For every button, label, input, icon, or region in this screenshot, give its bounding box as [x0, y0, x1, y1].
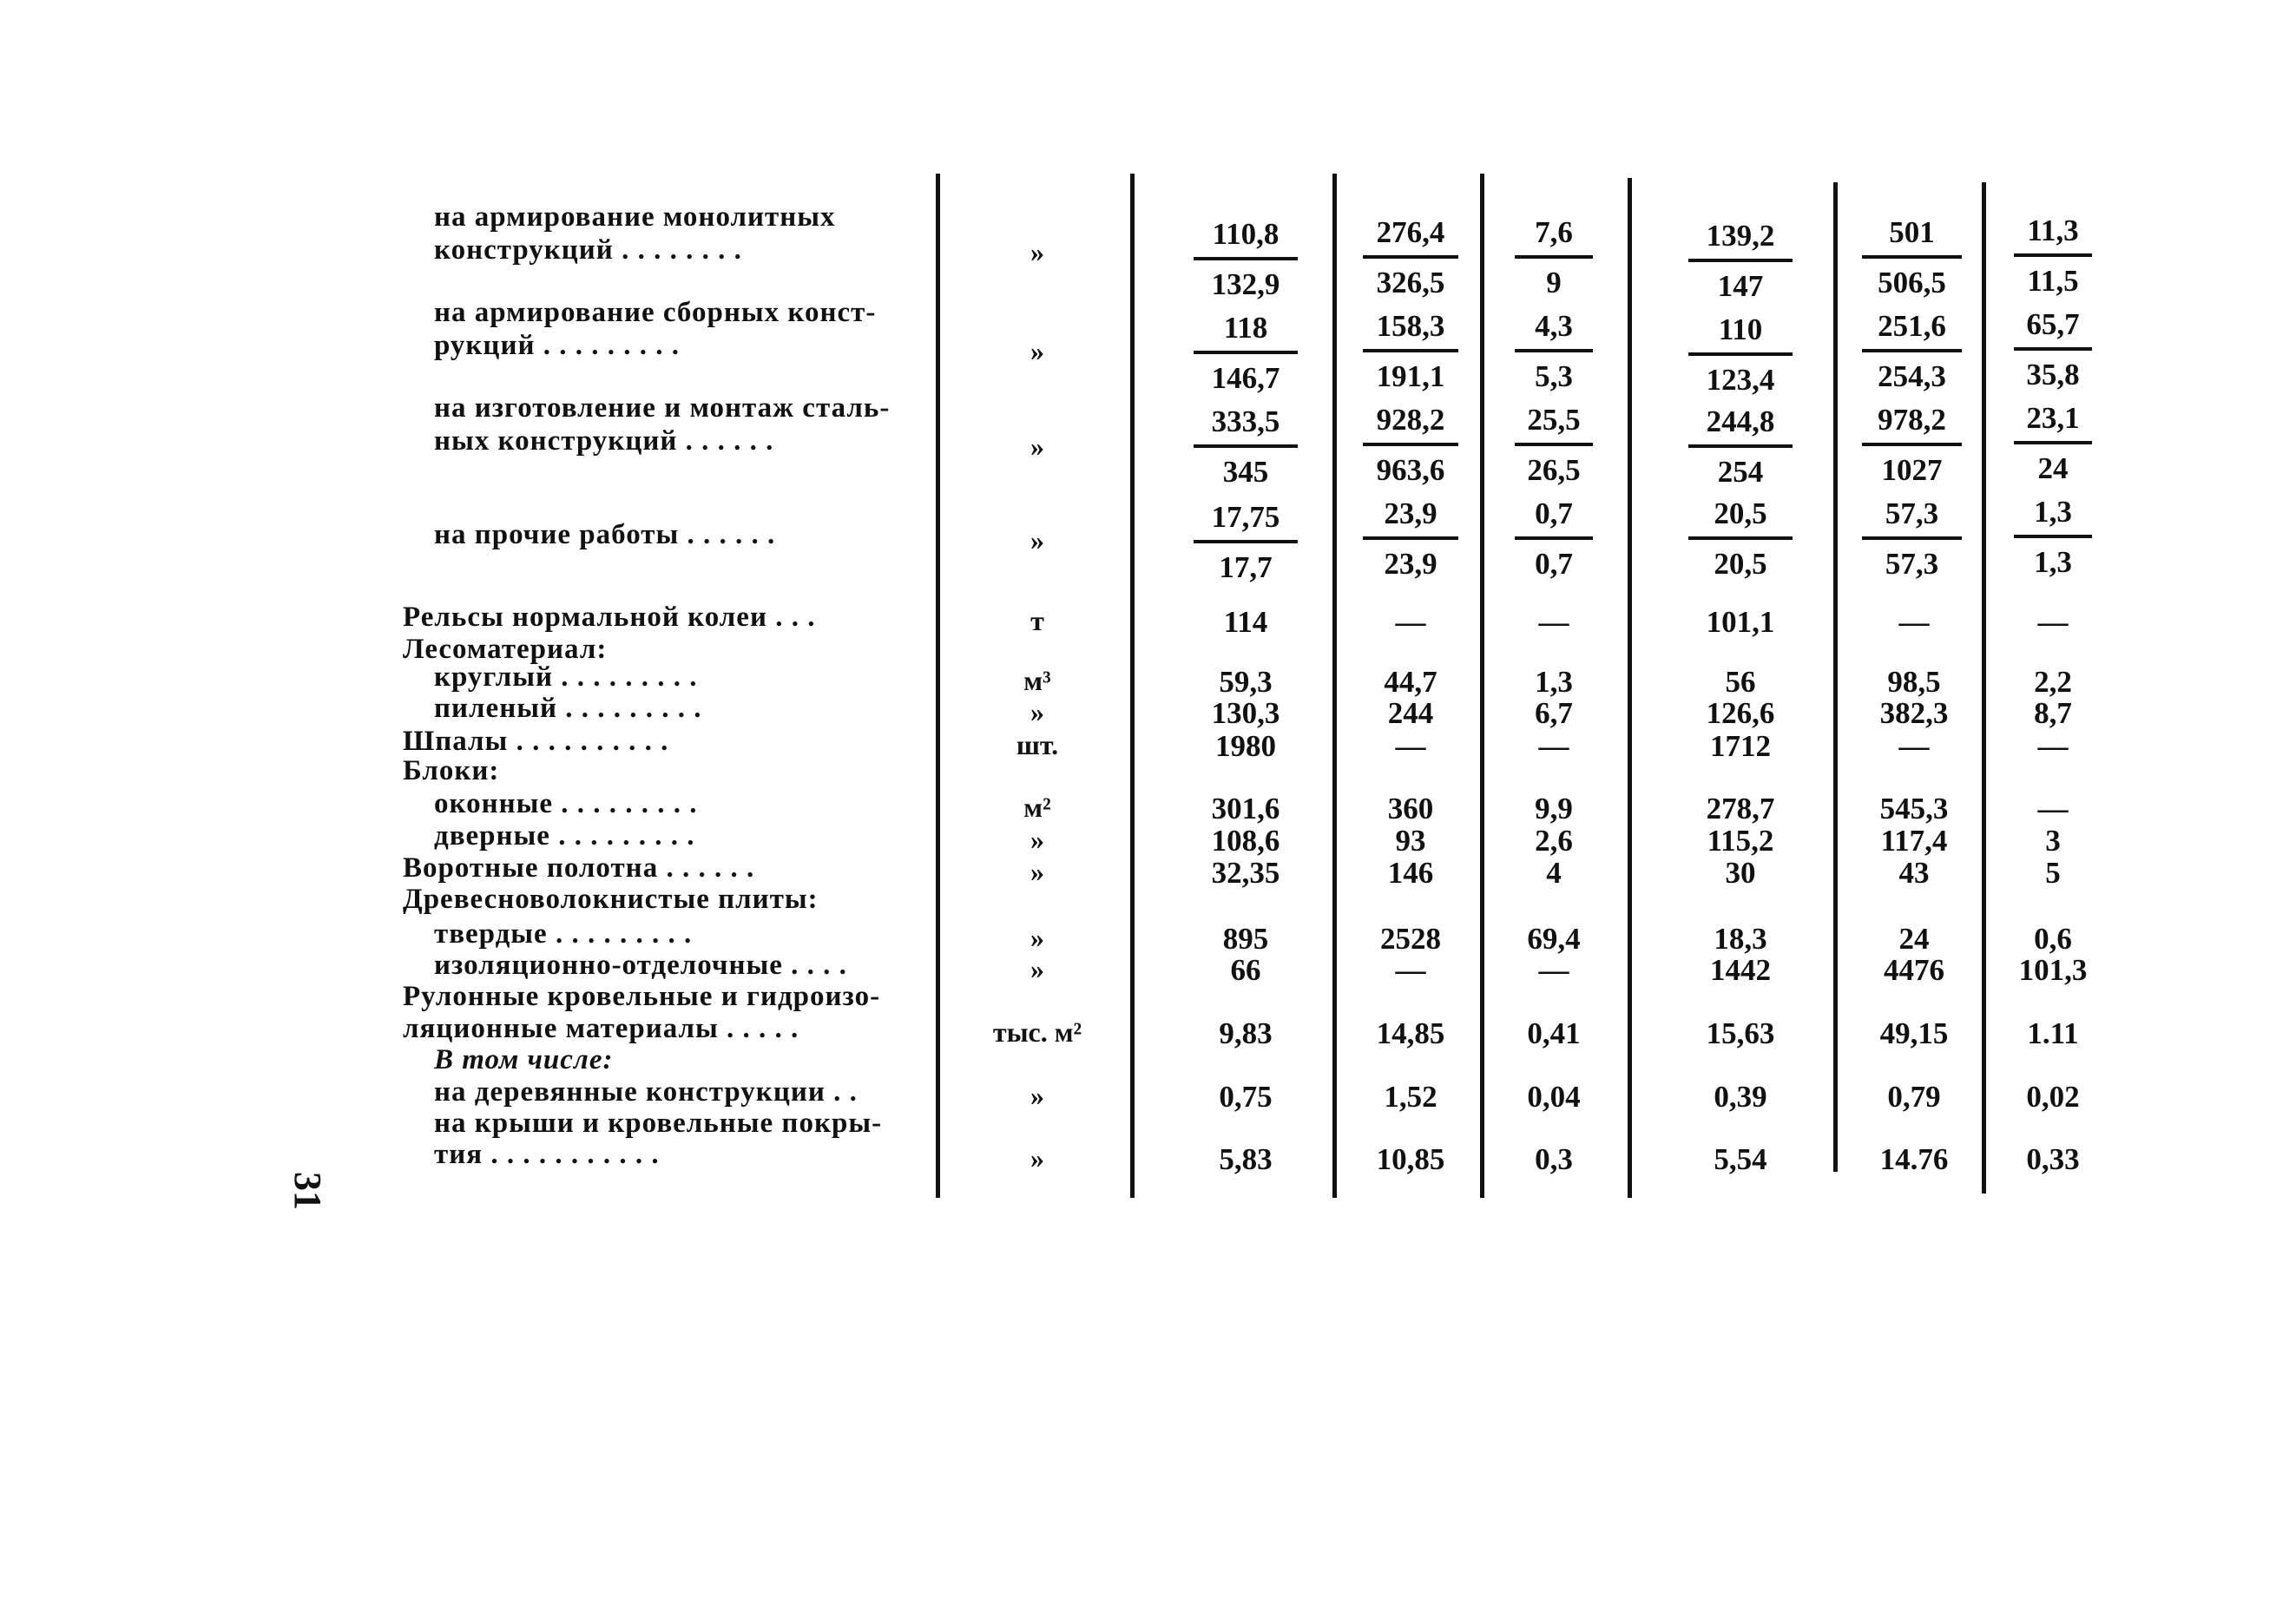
value-cell: 5,54	[1714, 1142, 1767, 1176]
column-rule	[1130, 174, 1135, 1198]
column-rule	[1982, 182, 1986, 1194]
fraction-cell: $\frac{7,6}{9}$	[1515, 215, 1593, 300]
fraction-cell: $\frac{23,1}{24}$	[2014, 401, 2092, 486]
value-cell: 2528	[1380, 922, 1441, 956]
value-cell: 1980	[1215, 729, 1276, 763]
value-cell: —	[1538, 729, 1569, 763]
fraction-cell: $\frac{244,8}{254}$	[1688, 404, 1793, 490]
column-rule	[1332, 174, 1337, 1198]
value-cell: 130,3	[1211, 696, 1280, 730]
value-cell: —	[1395, 729, 1426, 763]
value-cell: —	[1538, 605, 1569, 639]
row-label-line: на прочие работы . . . . . .	[434, 519, 776, 550]
unit-cell: »	[1030, 696, 1044, 727]
value-cell: 1.11	[2027, 1016, 2079, 1050]
unit-cell: »	[1030, 922, 1044, 953]
row-label: Рельсы нормальной колеи . . .	[403, 602, 816, 633]
value-cell: 10,85	[1376, 1142, 1445, 1176]
value-cell: 1442	[1710, 953, 1771, 987]
value-cell: 0,41	[1527, 1016, 1581, 1050]
value-cell: 69,4	[1527, 922, 1581, 956]
fraction-cell: $\frac{4,3}{5,3}$	[1515, 309, 1593, 394]
value-cell: 9,83	[1219, 1016, 1273, 1050]
unit-cell: »	[1030, 856, 1044, 887]
value-cell: 0,79	[1887, 1080, 1941, 1114]
unit-cell: »	[1030, 1080, 1044, 1111]
value-cell: 382,3	[1879, 696, 1949, 730]
row-label-line: на армирование монолитных	[434, 201, 836, 233]
row-label-line: конструкций . . . . . . . .	[434, 234, 742, 266]
row-label: оконные . . . . . . . . .	[434, 788, 698, 819]
column-rule	[1480, 174, 1484, 1198]
fraction-cell: $\frac{110}{123,4}$	[1688, 312, 1793, 398]
value-cell: 3	[2045, 824, 2061, 858]
value-cell: 101,1	[1706, 605, 1775, 639]
value-cell: 93	[1395, 824, 1426, 858]
unit-cell: т	[1030, 605, 1044, 636]
row-label: Лесоматериал:	[403, 634, 608, 665]
value-cell: —	[2037, 792, 2069, 825]
value-cell: 101,3	[2018, 953, 2088, 987]
value-cell: 0,02	[2026, 1080, 2080, 1114]
fraction-cell: $\frac{276,4}{326,5}$	[1363, 215, 1458, 300]
fraction-cell: $\frac{0,7}{0,7}$	[1515, 496, 1593, 582]
value-cell: —	[2037, 729, 2069, 763]
row-label: Древесноволокнистые плиты:	[403, 884, 819, 915]
value-cell: —	[1898, 729, 1930, 763]
value-cell: —	[1395, 953, 1426, 987]
row-label: круглый . . . . . . . . .	[434, 661, 698, 693]
fraction-cell: $\frac{25,5}{26,5}$	[1515, 403, 1593, 488]
row-label: Рулонные кровельные и гидроизо-	[403, 981, 881, 1012]
row-label: дверные . . . . . . . . .	[434, 820, 695, 852]
row-label: ляционные материалы . . . . .	[403, 1013, 799, 1044]
value-cell: —	[1898, 605, 1930, 639]
unit-cell: »	[1030, 824, 1044, 855]
value-cell: 5	[2045, 856, 2061, 890]
value-cell: 66	[1230, 953, 1261, 987]
value-cell: 2,6	[1535, 824, 1573, 858]
row-label-line: рукций . . . . . . . . .	[434, 330, 680, 361]
value-cell: 146	[1387, 856, 1434, 890]
value-cell: 114	[1223, 605, 1268, 639]
value-cell: 117,4	[1880, 824, 1948, 858]
value-cell: 4476	[1884, 953, 1944, 987]
value-cell: 8,7	[2034, 696, 2072, 730]
value-cell: 0,3	[1535, 1142, 1573, 1176]
value-cell: 126,6	[1706, 696, 1775, 730]
fraction-cell: $\frac{57,3}{57,3}$	[1862, 496, 1962, 582]
value-cell: 1712	[1710, 729, 1771, 763]
unit-cell: »	[1030, 236, 1044, 267]
fraction-cell: $\frac{251,6}{254,3}$	[1862, 309, 1962, 394]
value-cell: 98,5	[1887, 665, 1941, 699]
unit-cell: м²	[1023, 792, 1051, 823]
row-label: Воротные полотна . . . . . .	[403, 852, 755, 884]
row-label: пиленый . . . . . . . . .	[434, 693, 702, 724]
row-label: на крыши и кровельные покры-	[434, 1108, 883, 1139]
fraction-cell: $\frac{501}{506,5}$	[1862, 215, 1962, 300]
fraction-cell: $\frac{20,5}{20,5}$	[1688, 496, 1793, 582]
value-cell: 0,75	[1219, 1080, 1273, 1114]
value-cell: 14.76	[1879, 1142, 1949, 1176]
fraction-cell: $\frac{65,7}{35,8}$	[2014, 307, 2092, 392]
value-cell: 56	[1725, 665, 1756, 699]
fraction-cell: $\frac{978,2}{1027}$	[1862, 403, 1962, 488]
row-label-line: на изготовление и монтаж сталь-	[434, 392, 891, 424]
value-cell: 30	[1725, 856, 1756, 890]
fraction-cell: $\frac{11,3}{11,5}$	[2014, 214, 2092, 299]
row-label: изоляционно-отделочные . . . .	[434, 950, 847, 981]
row-label: Блоки:	[403, 755, 500, 786]
value-cell: 244	[1387, 696, 1434, 730]
row-label: Шпалы . . . . . . . . . .	[403, 726, 669, 757]
value-cell: 0,33	[2026, 1142, 2080, 1176]
value-cell: 43	[1898, 856, 1930, 890]
column-rule	[936, 174, 940, 1198]
row-label: В том числе:	[434, 1044, 614, 1075]
fraction-cell: $\frac{333,5}{345}$	[1194, 404, 1298, 490]
value-cell: 0,04	[1527, 1080, 1581, 1114]
row-label: на деревянные конструкции . .	[434, 1076, 858, 1108]
fraction-cell: $\frac{110,8}{132,9}$	[1194, 217, 1298, 302]
value-cell: 6,7	[1535, 696, 1573, 730]
value-cell: 2,2	[2034, 665, 2072, 699]
fraction-cell: $\frac{1,3}{1,3}$	[2014, 495, 2092, 580]
value-cell: 49,15	[1879, 1016, 1949, 1050]
value-cell: 545,3	[1879, 792, 1949, 825]
fraction-cell: $\frac{23,9}{23,9}$	[1363, 496, 1458, 582]
fraction-cell: $\frac{158,3}{191,1}$	[1363, 309, 1458, 394]
unit-cell: »	[1030, 524, 1044, 556]
row-label-line: на армирование сборных конст-	[434, 297, 877, 328]
value-cell: 895	[1222, 922, 1269, 956]
fraction-cell: $\frac{118}{146,7}$	[1194, 311, 1298, 396]
value-cell: —	[1538, 953, 1569, 987]
value-cell: 14,85	[1376, 1016, 1445, 1050]
unit-cell: »	[1030, 431, 1044, 462]
value-cell: 0,6	[2034, 922, 2072, 956]
value-cell: —	[2037, 605, 2069, 639]
unit-cell: м³	[1023, 665, 1051, 696]
fraction-cell: $\frac{17,75}{17,7}$	[1194, 500, 1298, 585]
unit-cell: тыс. м²	[992, 1016, 1082, 1048]
value-cell: 1,3	[1535, 665, 1573, 699]
row-label: тия . . . . . . . . . . .	[434, 1139, 660, 1170]
value-cell: 18,3	[1714, 922, 1767, 956]
value-cell: 5,83	[1219, 1142, 1273, 1176]
value-cell: —	[1395, 605, 1426, 639]
row-label: твердые . . . . . . . . .	[434, 918, 693, 950]
page-number: 31	[286, 1172, 329, 1210]
unit-cell: шт.	[1016, 729, 1059, 760]
value-cell: 0,39	[1714, 1080, 1767, 1114]
value-cell: 360	[1387, 792, 1434, 825]
value-cell: 1,52	[1384, 1080, 1437, 1114]
value-cell: 278,7	[1706, 792, 1775, 825]
fraction-cell: $\frac{928,2}{963,6}$	[1363, 403, 1458, 488]
value-cell: 115,2	[1707, 824, 1774, 858]
value-cell: 108,6	[1211, 824, 1280, 858]
value-cell: 4	[1546, 856, 1562, 890]
unit-cell: »	[1030, 953, 1044, 984]
column-rule	[1833, 182, 1838, 1172]
row-label-line: ных конструкций . . . . . .	[434, 425, 774, 457]
value-cell: 59,3	[1219, 665, 1273, 699]
column-rule	[1628, 178, 1632, 1198]
value-cell: 24	[1898, 922, 1930, 956]
unit-cell: »	[1030, 1142, 1044, 1174]
value-cell: 301,6	[1211, 792, 1280, 825]
value-cell: 9,9	[1535, 792, 1573, 825]
value-cell: 44,7	[1384, 665, 1437, 699]
value-cell: 32,35	[1211, 856, 1280, 890]
fraction-cell: $\frac{139,2}{147}$	[1688, 219, 1793, 304]
unit-cell: »	[1030, 335, 1044, 366]
value-cell: 15,63	[1706, 1016, 1775, 1050]
